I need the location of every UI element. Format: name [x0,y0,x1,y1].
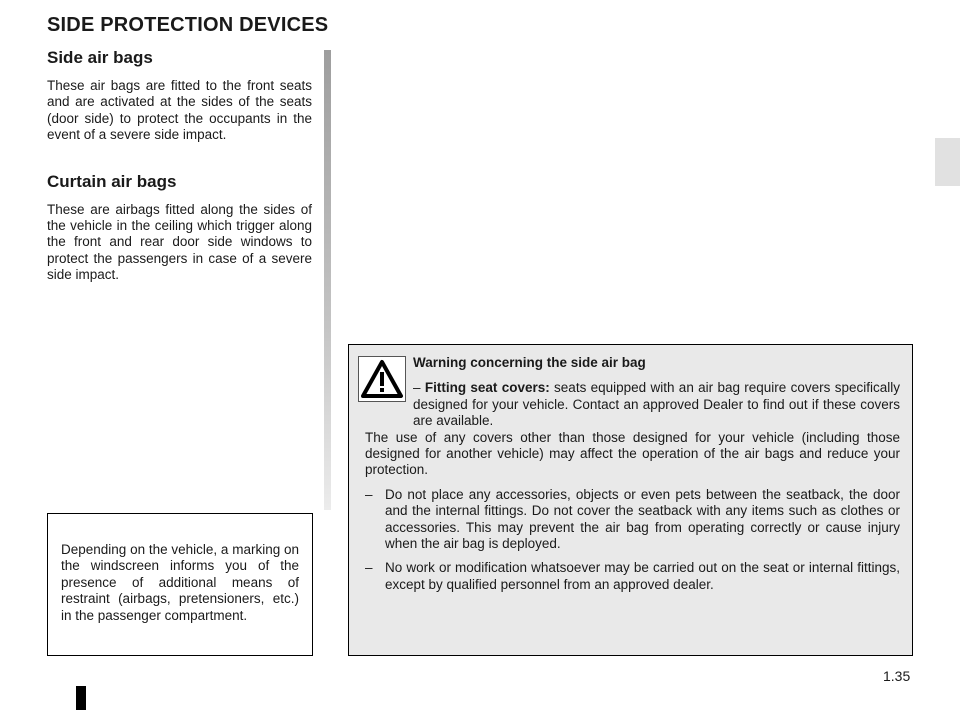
warning-box [348,344,913,656]
info-note-box [47,513,313,656]
warning-item-1 [413,380,900,429]
warning-item-1-lead: Fitting seat covers: [424,380,550,396]
warning-heading: Warning concerning the side air bag [413,355,646,370]
column-divider [324,50,331,510]
side-air-bags-section [47,48,312,144]
side-air-bags-heading: Side air bags [47,48,153,67]
curtain-air-bags-heading: Curtain air bags [47,171,177,191]
warning-item-1-text: seats equipped with an air bag require covers specifically designed for your vehicle. Contact an approved Dealer to find out if these covers are available. [413,380,900,429]
curtain-air-bags-section [47,172,312,284]
bullet-dash: – [365,486,373,502]
warning-bullet [365,560,900,593]
side-air-bags-body: These air bags are fitted to the front seats and are activated at the sides of the seats (door side) to protect the occupants in the event of a severe side impact. [47,78,312,143]
curtain-air-bags-body: These are airbags fitted along the sides of the vehicle in the ceiling which trigger along the front and rear door side windows to protect the passengers in case of a severe side impact. [47,201,312,283]
crop-mark [76,686,86,710]
bullet-dash: – [365,560,373,576]
warning-bullet [365,487,900,553]
page-number: 1.35 [883,668,911,684]
warning-item-1-continued: The use of any covers other than those designed for your vehicle (including those designed for another vehicle) may affect the operation of the air bags and reduce your protection. [365,429,900,478]
info-note-text: Depending on the vehicle, a marking on the windscreen informs you of the presence of additional means of restraint (airbags, pretensioners, etc.) in the passenger compartment. [61,542,299,623]
page-title: SIDE PROTECTION DEVICES [47,14,329,36]
warning-item-1-dash: – [413,380,421,396]
warning-bullet-text: Do not place any accessories, objects or even pets between the seatback, the door and the internal fittings. Do not cover the seatback with any items such as clothes or accessories. This may prevent the air bag from operating correctly or cause injury when the air bag is deployed. [385,486,900,552]
warning-triangle-icon [358,356,406,402]
warning-bullet-text: No work or modification whatsoever may be carried out on the seat or internal fittings, except by qualified personnel from an approved dealer. [385,560,900,592]
left-column [47,48,312,284]
chapter-tab [935,138,960,186]
